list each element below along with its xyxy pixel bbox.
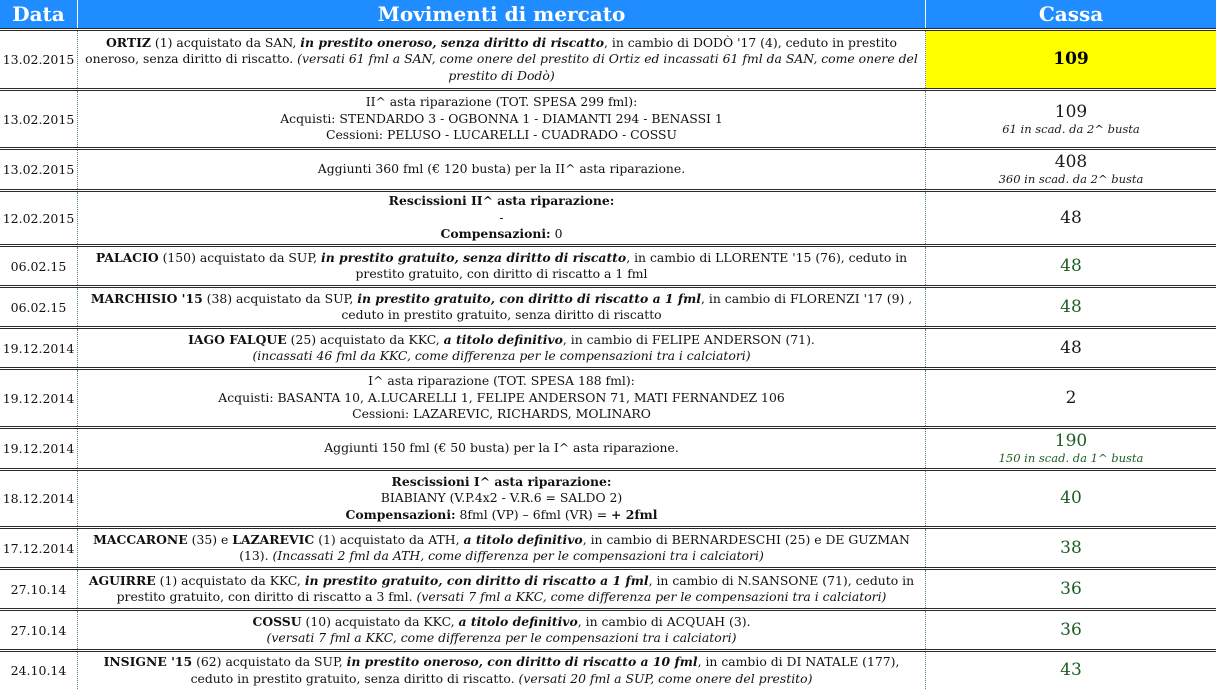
table-row: [0, 471, 1216, 526]
movement-text: [82, 373, 921, 423]
movement-line: [82, 490, 921, 507]
movement-segment: (10) acquistato da KKC,: [301, 613, 459, 629]
movement-text: [82, 532, 921, 565]
date-cell[interactable]: 27.10.14: [0, 611, 78, 649]
cash-value: 48: [1060, 296, 1082, 317]
cash-cell[interactable]: [926, 429, 1216, 468]
movement-cell[interactable]: [78, 429, 926, 468]
movement-cell[interactable]: [78, 652, 926, 689]
contract-terms: in prestito gratuito, con diritto di riscatto a 1 fml: [304, 572, 649, 588]
movement-segment: (35) e: [187, 531, 233, 547]
movement-segment: Acquisti: STENDARDO 3 - OGBONNA 1 - DIAMANTI 294 - BENASSI 1: [280, 110, 723, 126]
cash-note: 360 in scad. da 2^ busta: [998, 172, 1144, 186]
movement-cell[interactable]: [78, 471, 926, 526]
movement-segment: (150) acquistato da SUP,: [158, 249, 322, 265]
movement-line: [82, 440, 921, 457]
movement-segment: (1) acquistato da ATH,: [314, 531, 464, 547]
player-name: IAGO FALQUE: [188, 331, 287, 347]
header-movements[interactable]: Movimenti di mercato: [78, 0, 926, 28]
movement-segment: Cessioni: PELUSO - LUCARELLI - CUADRADO - COSSU: [325, 127, 677, 143]
movement-line: [82, 127, 921, 144]
movement-segment: (1) acquistato da KKC,: [155, 572, 305, 588]
contract-terms: a titolo definitivo: [463, 531, 583, 547]
movement-segment: I^ asta riparazione (TOT. SPESA 188 fml):: [368, 373, 635, 389]
date-cell[interactable]: 17.12.2014: [0, 529, 78, 567]
cash-value: 190: [1054, 431, 1088, 451]
cash-cell[interactable]: [926, 370, 1216, 426]
date-cell[interactable]: 27.10.14: [0, 570, 78, 608]
movement-cell[interactable]: [78, 91, 926, 147]
cash-value: 36: [1060, 578, 1082, 599]
table-row: [0, 31, 1216, 88]
cash-value: 48: [1060, 255, 1082, 276]
cash-cell[interactable]: [926, 31, 1216, 88]
table-row: [0, 570, 1216, 608]
movement-segment: Aggiunti 150 fml (€ 50 busta) per la I^ asta riparazione.: [324, 440, 679, 456]
payment-note: (versati 61 fml a SAN, come onere del prestito di Ortiz ed incassati 61 fml da SAN, come onere del prestito di Dodò): [297, 51, 918, 83]
payment-note: (versati 7 fml a KKC, come differenza per le compensazioni tra i calciatori): [266, 630, 737, 645]
movement-segment: , in cambio di BERNARDESCHI (25) e DE GUZMAN (13).: [239, 531, 910, 563]
movement-line: [82, 210, 921, 227]
movement-line: [82, 406, 921, 423]
cash-cell[interactable]: [926, 471, 1216, 526]
contract-terms: in prestito oneroso, con diritto di riscatto a 10 fml: [346, 654, 698, 669]
movement-segment: 8fml (VP) – 6fml (VR) =: [455, 506, 612, 522]
cash-note: 61 in scad. da 2^ busta: [1002, 121, 1140, 136]
movement-segment: , in cambio di LLORENTE '15 (76), ceduto in prestito gratuito, con diritto di riscatto a 1 fml: [355, 249, 908, 281]
movement-segment: 0: [550, 226, 563, 242]
date-cell[interactable]: 18.12.2014: [0, 471, 78, 526]
player-name: AGUIRRE: [88, 572, 156, 588]
movement-text: [82, 291, 921, 324]
cash-value: 48: [1060, 207, 1082, 228]
player-name: Rescissioni I^ asta riparazione:: [391, 473, 612, 489]
movement-line: [82, 35, 921, 85]
movement-line: [82, 390, 921, 407]
movement-segment: , in cambio di N.SANSONE (71), ceduto in prestito gratuito, con diritto di riscatto a 3 fml.: [116, 572, 915, 604]
cash-cell[interactable]: [926, 652, 1216, 689]
payment-note: (versati 7 fml a KKC, come differenza per le compensazioni tra i calciatori): [416, 589, 887, 604]
movement-cell[interactable]: [78, 192, 926, 244]
date-cell[interactable]: 19.12.2014: [0, 429, 78, 468]
cash-cell[interactable]: [926, 570, 1216, 608]
table-row: [0, 288, 1216, 326]
movement-line: [82, 250, 921, 283]
movement-segment: BIABIANY (V.P.4x2 - V.R.6 = SALDO 2): [380, 490, 623, 506]
cash-value: 408: [1054, 152, 1088, 172]
movement-cell[interactable]: [78, 31, 926, 88]
movement-text: [82, 474, 921, 524]
date-cell[interactable]: 13.02.2015: [0, 150, 78, 189]
date-cell[interactable]: 19.12.2014: [0, 370, 78, 426]
player-name: LAZAREVIC: [232, 531, 315, 547]
movement-text: [82, 250, 921, 283]
movement-line: [82, 111, 921, 128]
payment-note: (Incassati 2 fml da ATH, come differenza per le compensazioni tra i calciatori): [272, 548, 764, 563]
movement-cell[interactable]: [78, 370, 926, 426]
movement-segment: Acquisti: BASANTA 10, A.LUCARELLI 1, FELIPE ANDERSON 71, MATI FERNANDEZ 106: [218, 389, 785, 405]
movement-cell[interactable]: [78, 150, 926, 189]
movement-segment: , in cambio di DODÒ '17 (4), ceduto in prestito oneroso, senza diritto di riscatto.: [85, 34, 897, 67]
movement-segment: II^ asta riparazione (TOT. SPESA 299 fml):: [365, 94, 638, 110]
date-cell[interactable]: 13.02.2015: [0, 31, 78, 88]
movement-line: [82, 614, 921, 631]
contract-terms: a titolo definitivo: [443, 331, 563, 347]
cash-value: 38: [1060, 537, 1082, 558]
movement-segment: -: [499, 209, 504, 225]
cash-value: 109: [1053, 49, 1089, 69]
movement-segment: (1) acquistato da SAN,: [150, 34, 301, 50]
contract-terms: in prestito oneroso, senza diritto di riscatto: [300, 34, 604, 50]
movement-line: [82, 474, 921, 491]
movement-segment: (38) acquistato da SUP,: [202, 290, 358, 306]
movement-cell[interactable]: [78, 288, 926, 326]
date-cell[interactable]: 24.10.14: [0, 652, 78, 689]
date-cell[interactable]: 19.12.2014: [0, 329, 78, 367]
movement-text: [82, 193, 921, 243]
cash-value: 2: [1065, 387, 1077, 408]
movement-line: [82, 348, 921, 365]
movement-line: [82, 193, 921, 210]
movement-line: [82, 161, 921, 178]
player-name: PALACIO: [95, 249, 159, 265]
movement-cell[interactable]: [78, 570, 926, 608]
date-cell[interactable]: 12.02.2015: [0, 192, 78, 244]
payment-note: (versati 20 fml a SUP, come onere del prestito): [518, 670, 813, 686]
table-row: [0, 370, 1216, 426]
player-name: Rescissioni II^ asta riparazione:: [388, 193, 615, 209]
movement-line: [82, 573, 921, 606]
cash-value: 40: [1060, 488, 1082, 508]
movement-text: [82, 573, 921, 606]
player-name: INSIGNE '15: [103, 654, 193, 669]
movement-segment: (25) acquistato da KKC,: [286, 331, 444, 347]
movement-text: [82, 35, 921, 85]
cash-cell[interactable]: [926, 192, 1216, 244]
player-name: MARCHISIO '15: [90, 290, 203, 306]
movement-line: [82, 654, 921, 687]
movement-line: [82, 373, 921, 390]
cash-cell[interactable]: [926, 529, 1216, 567]
table-row: [0, 529, 1216, 567]
movement-text: [82, 614, 921, 647]
cash-value: 36: [1060, 619, 1082, 640]
player-name: MACCARONE: [93, 531, 188, 547]
player-name: ORTIZ: [106, 34, 151, 50]
movement-line: [82, 532, 921, 565]
date-cell[interactable]: 06.02.15: [0, 288, 78, 326]
cash-cell[interactable]: [926, 611, 1216, 649]
movement-segment: Cessioni: LAZAREVIC, RICHARDS, MOLINARO: [352, 406, 651, 422]
contract-terms: a titolo definitivo: [458, 613, 578, 629]
cash-cell[interactable]: [926, 247, 1216, 285]
table-row: [0, 91, 1216, 147]
movement-cell[interactable]: [78, 329, 926, 367]
movement-line: [82, 226, 921, 243]
movement-text: [82, 94, 921, 144]
player-name: Compensazioni:: [440, 226, 551, 242]
cash-value: 48: [1060, 337, 1082, 358]
cash-note: 150 in scad. da 1^ busta: [998, 451, 1144, 465]
movement-segment: , in cambio di DI NATALE (177), ceduto in prestito gratuito, senza diritto di riscatto.: [190, 654, 900, 686]
header-cash[interactable]: Cassa: [926, 0, 1216, 28]
table-row: [0, 611, 1216, 649]
movement-text: [82, 654, 921, 687]
movement-line: [82, 332, 921, 349]
movement-line: [82, 630, 921, 647]
cash-cell[interactable]: [926, 150, 1216, 189]
table-row: [0, 329, 1216, 367]
movement-cell[interactable]: [78, 611, 926, 649]
movement-text: [82, 161, 921, 178]
movement-cell[interactable]: [78, 247, 926, 285]
player-name: + 2fml: [611, 506, 658, 522]
payment-note: (incassati 46 fml da KKC, come differenza per le compensazioni tra i calciatori): [252, 348, 751, 363]
contract-terms: in prestito gratuito, con diritto di riscatto a 1 fml: [357, 290, 702, 306]
movement-text: [82, 440, 921, 457]
cash-value: 109: [1054, 101, 1088, 122]
cash-value: 43: [1060, 660, 1082, 680]
movement-line: [82, 291, 921, 324]
date-cell[interactable]: 13.02.2015: [0, 91, 78, 147]
movement-segment: , in cambio di FLORENZI '17 (9) , ceduto in prestito gratuito, senza diritto di riscatto: [341, 290, 913, 322]
movement-segment: , in cambio di FELIPE ANDERSON (71).: [562, 331, 815, 347]
table-row: [0, 192, 1216, 244]
player-name: Compensazioni:: [345, 506, 456, 522]
cash-cell[interactable]: [926, 288, 1216, 326]
table-row: [0, 429, 1216, 468]
date-cell[interactable]: 06.02.15: [0, 247, 78, 285]
contract-terms: in prestito gratuito, senza diritto di riscatto: [321, 249, 627, 265]
cash-cell[interactable]: [926, 329, 1216, 367]
header-date[interactable]: Data: [0, 0, 78, 28]
table-row: [0, 150, 1216, 189]
movement-line: [82, 507, 921, 524]
movement-segment: Aggiunti 360 fml (€ 120 busta) per la II^ asta riparazione.: [317, 161, 686, 177]
movement-cell[interactable]: [78, 529, 926, 567]
movement-text: [82, 332, 921, 365]
movement-segment: , in cambio di ACQUAH (3).: [577, 613, 751, 629]
movement-segment: (62) acquistato da SUP,: [192, 654, 347, 669]
movement-line: [82, 94, 921, 111]
player-name: COSSU: [252, 613, 302, 629]
table-row: [0, 247, 1216, 285]
cash-cell[interactable]: [926, 91, 1216, 147]
table-row: [0, 652, 1216, 689]
